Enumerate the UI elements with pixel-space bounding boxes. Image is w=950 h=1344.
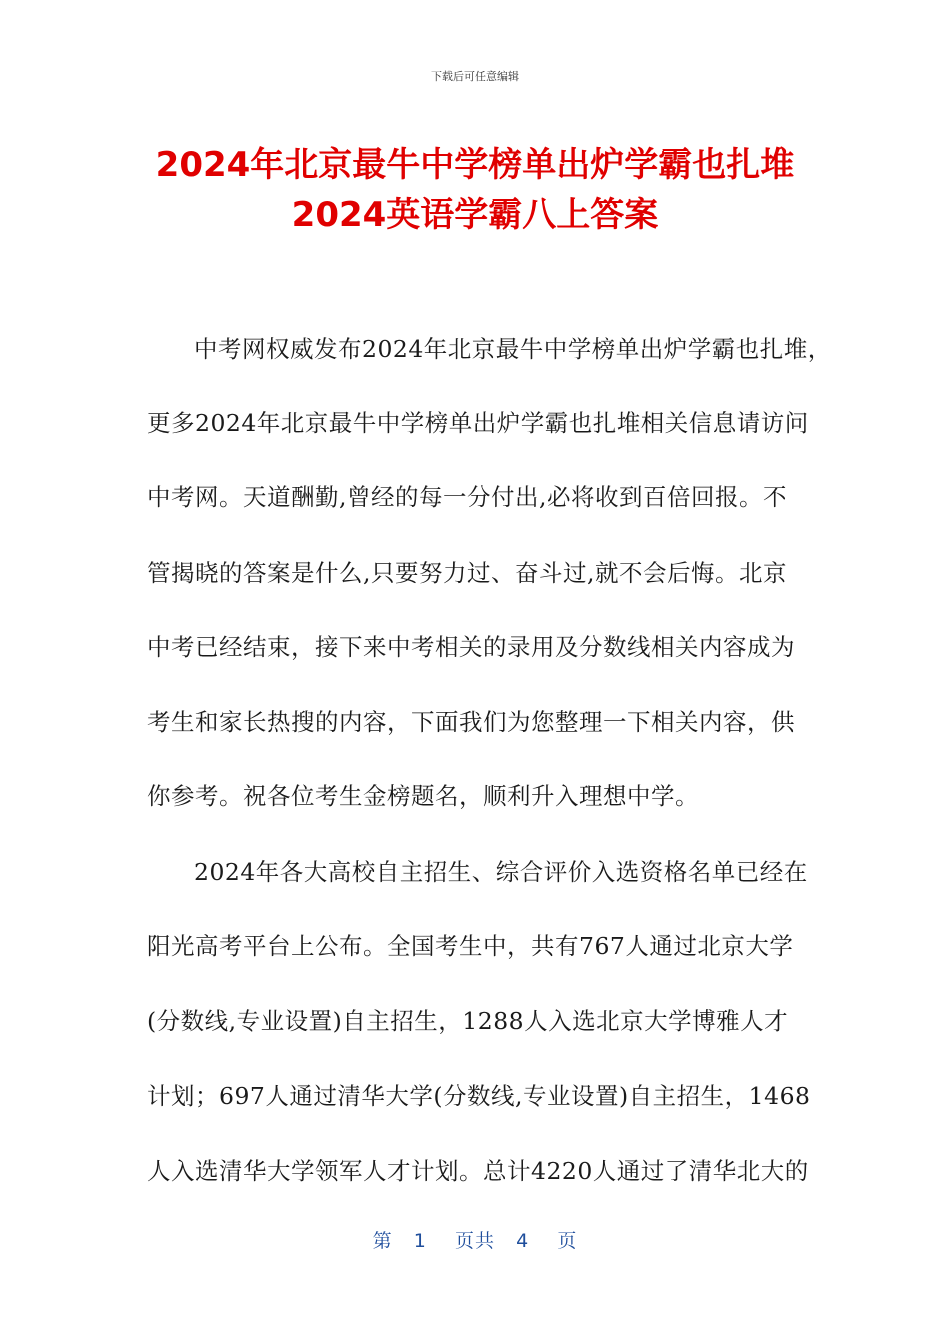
- paragraph-1-line-6: 考生和家长热搜的内容，下面我们为您整理一下相关内容，供: [147, 708, 795, 736]
- title-line-1: 2024年北京最牛中学榜单出炉学霸也扎堆: [155, 145, 795, 185]
- paragraph-2-line-5: 人入选清华大学领军人才计划。总计4220人通过了清华北大的: [147, 1157, 809, 1185]
- paragraph-1-line-3: 中考网。天道酬勤,曾经的每一分付出,必将收到百倍回报。不: [147, 483, 787, 511]
- title-line-2: 2024英语学霸八上答案: [291, 195, 659, 235]
- paragraph-2-line-4: 计划；697人通过清华大学(分数线,专业设置)自主招生，1468: [147, 1082, 811, 1110]
- page-footer: [0, 1226, 950, 1253]
- paragraph-2-line-1: 2024年各大高校自主招生、综合评价入选资格名单已经在: [194, 858, 808, 886]
- paragraph-1-line-2: 更多2024年北京最牛中学榜单出炉学霸也扎堆相关信息请访问: [147, 409, 809, 437]
- header-note: 下载后可任意编辑: [431, 70, 519, 83]
- footer-suffix: 页: [557, 1230, 578, 1252]
- paragraph-2-line-2: 阳光高考平台上公布。全国考生中，共有767人通过北京大学: [147, 932, 794, 960]
- paragraph-1-line-1: 中考网权威发布2024年北京最牛中学榜单出炉学霸也扎堆，: [194, 335, 832, 363]
- footer-page-number: 1: [413, 1230, 427, 1252]
- paragraph-1-line-4: 管揭晓的答案是什么,只要努力过、奋斗过,就不会后悔。北京: [147, 559, 787, 587]
- footer-total-pages: 4: [516, 1230, 530, 1252]
- footer-middle: 页共: [454, 1230, 495, 1252]
- footer-prefix: 第: [372, 1230, 393, 1252]
- paragraph-2-line-3: (分数线,专业设置)自主招生，1288人入选北京大学博雅人才: [147, 1007, 789, 1035]
- paragraph-1-line-7: 你参考。祝各位考生金榜题名，顺利升入理想中学。: [147, 782, 699, 810]
- document-title: [100, 140, 850, 240]
- paragraph-1-line-5: 中考已经结束，接下来中考相关的录用及分数线相关内容成为: [147, 633, 795, 661]
